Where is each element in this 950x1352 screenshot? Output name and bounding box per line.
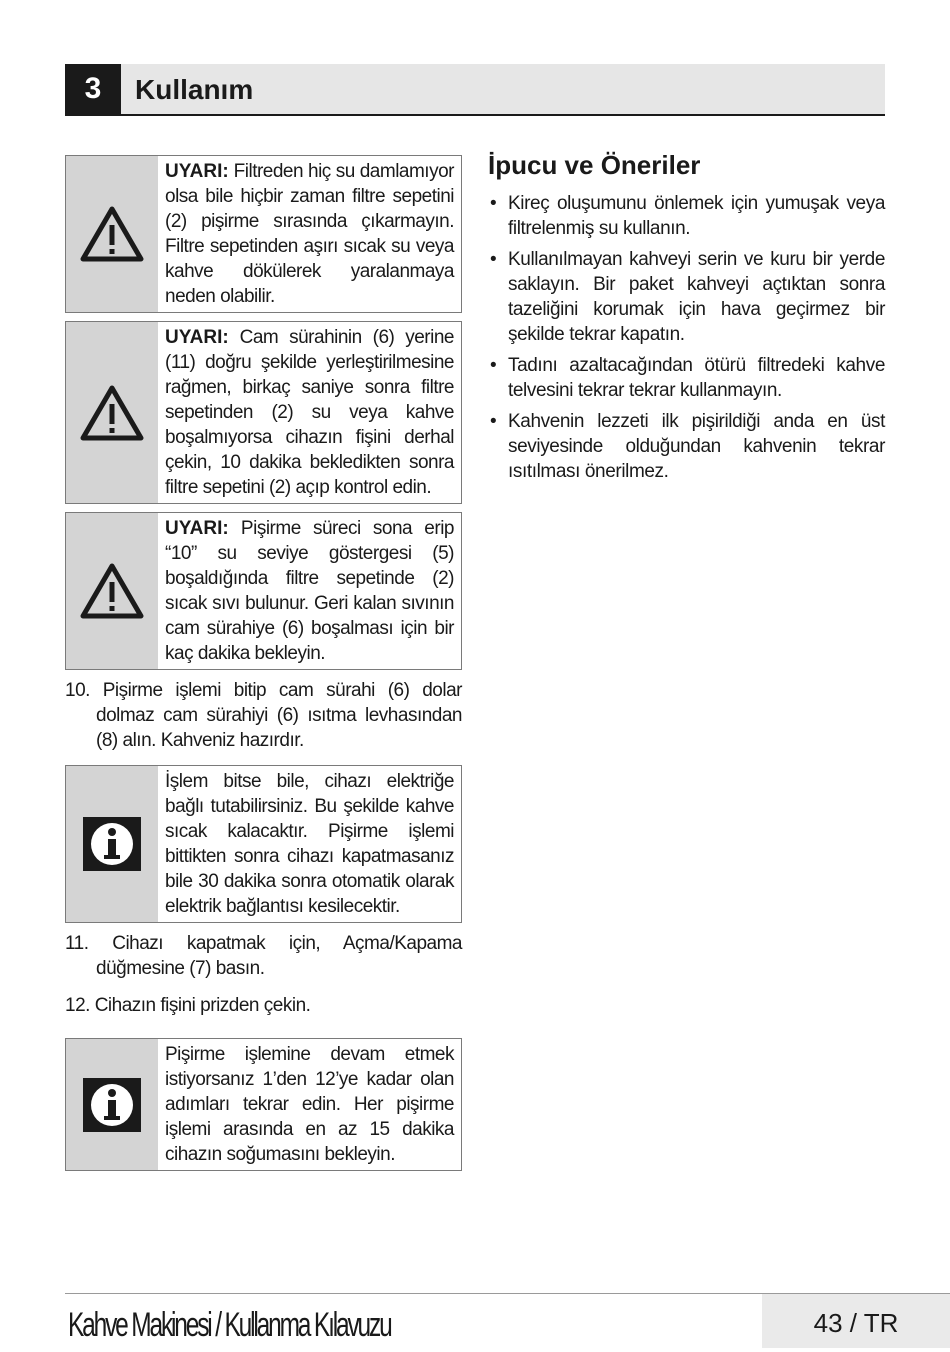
bullet: • bbox=[490, 249, 497, 270]
warning-triangle-icon bbox=[79, 562, 145, 620]
footer-title: Kahve Makinesi / Kullanma Kılavuzu bbox=[68, 1306, 391, 1344]
list-item: • Kahvenin lezzeti ilk pişirildiği anda en üst seviyesinde olduğundan kahvenin tekrar ısıtılması önerilmez. bbox=[490, 411, 885, 482]
page-number-box bbox=[762, 1294, 950, 1348]
warning-label: UYARI: bbox=[165, 327, 229, 348]
chapter-header bbox=[65, 64, 885, 116]
info-box bbox=[65, 1038, 462, 1171]
warning-body: Cam sürahinin (6) yerine (11) doğru şekilde yerleştirilmesine rağmen, birkaç saniye sonra filtre sepetinden (2) su veya kahve boşalmıyorsa cihazın fişini derhal çekin, 10 dakika bekledikten sonra filtre sepetini (2) açıp kontrol edin. bbox=[165, 327, 454, 498]
warning-body: Filtreden hiç su damlamıyor olsa bile hiçbir zaman filtre sepetini (2) pişirme sırasında çıkarmayın. Filtre sepetinden aşırı sıcak su veya kahve dökülerek yaralanmaya neden olabilir. bbox=[165, 161, 454, 307]
warning-box bbox=[65, 155, 462, 313]
page-number: 43 / TR bbox=[813, 1308, 899, 1338]
left-column bbox=[65, 155, 462, 1179]
list-item: • Kullanılmayan kahveyi serin ve kuru bir yerde saklayın. Bir paket kahveyi açtıktan sonra tazeliğini korumak için hava geçirmez bir şekilde tekrar kapatın. bbox=[490, 249, 885, 345]
warning-body: Pişirme süreci sona erip “10” su seviye göstergesi (5) boşaldığında filtre sepetinde (2) sıcak sıvı bulunur. Geri kalan sıvının cam sürahiye (6) boşalması için bir kaç dakika bekleyin. bbox=[165, 518, 454, 664]
warning-box bbox=[65, 321, 462, 504]
warning-label: UYARI: bbox=[165, 518, 229, 539]
warning-box bbox=[65, 512, 462, 670]
bullet: • bbox=[490, 193, 497, 214]
bullet: • bbox=[490, 355, 497, 376]
warning-triangle-icon bbox=[79, 205, 145, 263]
info-text: İşlem bitse bile, cihazı elektriğe bağlı tutabilirsiniz. Bu şekilde kahve sıcak kalacaktır. Pişirme işlemi bittikten sonra cihazı kapatmasanız bile 30 dakika sonra otomatik olarak elektrik bağlantısı kesilecektir. bbox=[165, 771, 454, 917]
warning-text bbox=[158, 513, 461, 669]
step-12: 12. Cihazın fişini prizden çekin. bbox=[65, 995, 311, 1016]
step-10: 10. Pişirme işlemi bitip cam sürahi (6) dolar dolmaz cam sürahiyi (6) ısıtma levhasından (8) alın. Kahveniz hazırdır. bbox=[65, 680, 462, 751]
list-item: • Kireç oluşumunu önlemek için yumuşak veya filtrelenmiş su kullanın. bbox=[490, 193, 885, 239]
bullet: • bbox=[490, 411, 497, 432]
tips-title: İpucu ve Öneriler bbox=[488, 150, 701, 180]
warning-text bbox=[158, 322, 461, 503]
list-item: • Tadını azaltacağından ötürü filtredeki kahve telvesini tekrar tekrar kullanmayın. bbox=[490, 355, 885, 401]
info-text: Pişirme işlemine devam etmek istiyorsanız 1’den 12’ye kadar olan adımları tekrar edin. Her pişirme işlemi arasında en az 15 dakika cihazın soğumasını bekleyin. bbox=[165, 1044, 454, 1165]
info-icon bbox=[83, 1078, 141, 1132]
info-icon bbox=[83, 817, 141, 871]
warning-label: UYARI: bbox=[165, 161, 229, 182]
chapter-number: 3 bbox=[65, 64, 121, 114]
tips-list bbox=[488, 191, 885, 484]
right-column bbox=[488, 150, 885, 490]
info-box bbox=[65, 765, 462, 923]
chapter-title: Kullanım bbox=[135, 74, 254, 105]
warning-text bbox=[158, 156, 461, 312]
step-11: 11. Cihazı kapatmak için, Açma/Kapama düğmesine (7) basın. bbox=[65, 933, 462, 979]
warning-triangle-icon bbox=[79, 384, 145, 442]
